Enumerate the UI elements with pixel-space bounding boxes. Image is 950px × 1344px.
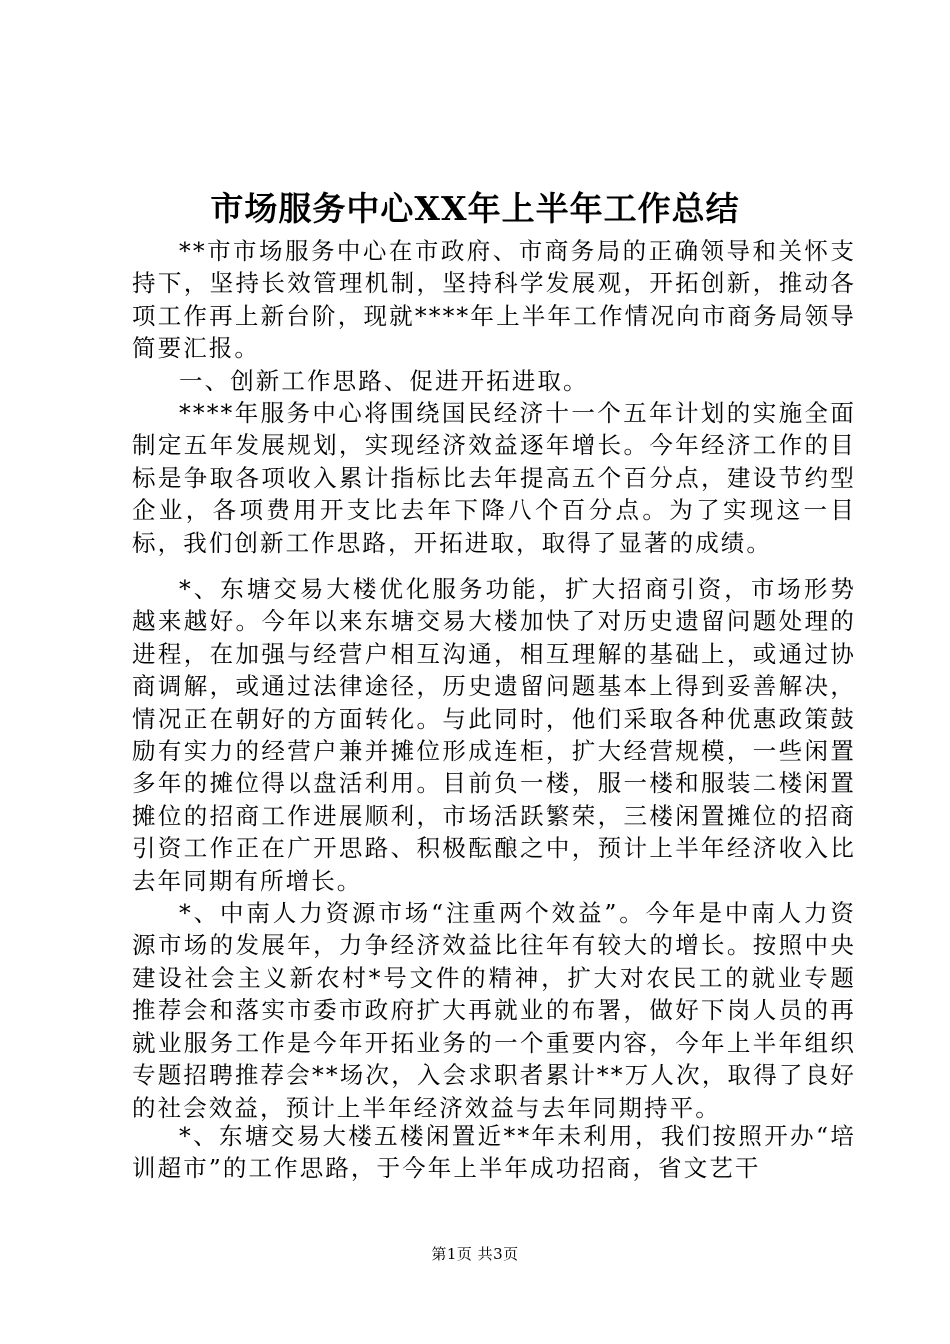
content-block-intro [132, 235, 856, 559]
section-heading-1: 一、创新工作思路、促进开拓进取。 [179, 366, 589, 395]
content-block-details [132, 573, 856, 1124]
paragraph-intro: **市市场服务中心在市政府、市商务局的正确领导和关怀支持下，坚持长效管理机制，坚持科学发展观，开拓创新，推动各项工作再上新台阶，现就****年上半年工作情况向市商务局领导简要汇报。 [132, 237, 856, 363]
paragraph-training-supermarket: *、东塘交易大楼五楼闲置近**年未利用，我们按照开办“培训超市”的工作思路，于今年上半年成功招商，省文艺干 [132, 1122, 856, 1183]
paragraph-zhongnan-hr-market: *、中南人力资源市场“注重两个效益”。今年是中南人力资源市场的发展年，力争经济效益比往年有较大的增长。按照中央建设社会主义新农村*号文件的精神，扩大对农民工的就业专题推荐会和落实市委市政府扩大再就业的布署，做好下岗人员的再就业服务工作是今年开拓业务的一个重要内容，今年上半年组织专题招聘推荐会**场次，入会求职者累计**万人次，取得了良好的社会效益，预计上半年经济效益与去年同期持平。 [132, 899, 856, 1122]
content-block-training [132, 1120, 856, 1185]
paragraph-dongtang-building: *、东塘交易大楼优化服务功能，扩大招商引资，市场形势越来越好。今年以来东塘交易大楼加快了对历史遗留问题处理的进程，在加强与经营户相互沟通，相互理解的基础上，或通过协商调解，或通过法律途径，历史遗留问题基本上得到妥善解决，情况正在朝好的方面转化。与此同时，他们采取各种优惠政策鼓励有实力的经营户兼并摊位形成连柜，扩大经营规模，一些闲置多年的摊位得以盘活利用。目前负一楼，服一楼和服装二楼闲置摊位的招商工作进展顺利，市场活跃繁荣，三楼闲置摊位的招商引资工作正在广开思路、积极酝酿之中，预计上半年经济收入比去年同期有所增长。 [132, 575, 856, 895]
page-footer: 第1页 共3页 [431, 1245, 519, 1263]
paragraph-goals: ****年服务中心将围绕国民经济十一个五年计划的实施全面制定五年发展规划，实现经济效益逐年增长。今年经济工作的目标是争取各项收入累计指标比去年提高五个百分点，建设节约型企业，各项费用开支比去年下降八个百分点。为了实现这一目标，我们创新工作思路，开拓进取，取得了显著的成绩。 [132, 399, 856, 557]
document-title: 市场服务中心XX年上半年工作总结 [210, 189, 740, 228]
